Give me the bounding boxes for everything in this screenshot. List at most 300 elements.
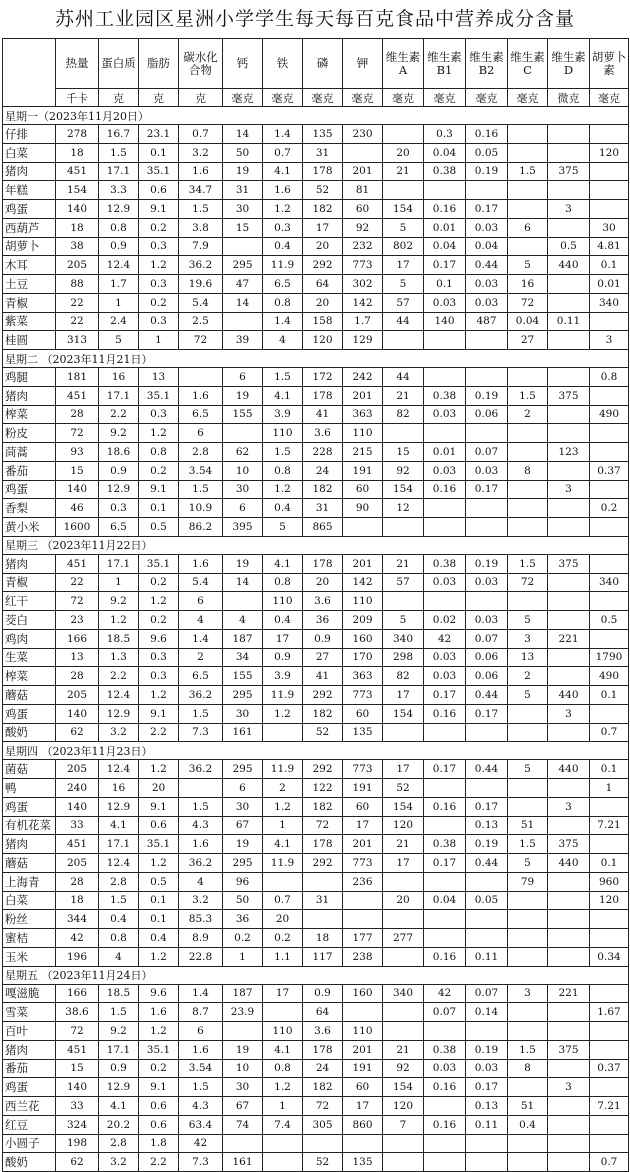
nutrient-value: 0.03 [466,461,508,480]
nutrient-value [179,368,223,387]
nutrient-value: 375 [548,386,590,405]
nutrient-value: 0.03 [424,405,466,424]
nutrient-value: 21 [383,835,424,854]
nutrient-value: 117 [303,947,343,966]
nutrient-value: 0.34 [590,947,629,966]
nutrient-value: 120 [590,891,629,910]
nutrient-value: 16.7 [99,125,139,144]
nutrient-value: 451 [56,162,99,181]
nutrient-value: 3.8 [179,218,223,237]
nutrient-value: 42 [179,1134,223,1153]
nutrient-value: 42 [424,984,466,1003]
nutrient-value: 52 [383,779,424,798]
nutrient-value: 3.9 [263,405,303,424]
nutrient-value: 4 [223,611,263,630]
nutrient-value [466,592,508,611]
nutrient-value: 292 [303,854,343,873]
nutrient-value: 0.17 [466,480,508,499]
nutrient-value: 238 [343,947,383,966]
nutrient-value [548,592,590,611]
nutrient-value: 232 [343,237,383,256]
nutrient-value: 0.05 [466,143,508,162]
nutrient-value: 0.8 [263,1059,303,1078]
nutrient-value: 440 [548,854,590,873]
nutrient-value: 18.6 [99,443,139,462]
nutrient-value [508,891,548,910]
nutrient-value: 0.2 [139,573,179,592]
nutrient-value: 1.5 [179,704,223,723]
nutrient-value [548,648,590,667]
nutrient-value: 7.9 [179,237,223,256]
nutrient-value [466,1134,508,1153]
food-name: 猪肉 [3,554,56,573]
nutrient-value: 19 [223,835,263,854]
nutrient-value: 0.44 [466,760,508,779]
food-name: 白菜 [3,891,56,910]
nutrient-value: 1.5 [99,891,139,910]
nutrient-value: 9.2 [99,424,139,443]
nutrient-value: 23 [56,611,99,630]
nutrient-value [548,143,590,162]
nutrient-value: 9.6 [139,984,179,1003]
nutrient-value: 440 [548,686,590,705]
nutrient-value: 1.7 [99,275,139,294]
nutrient-value: 0.1 [590,686,629,705]
nutrient-value [590,386,629,405]
nutrient-value: 5 [508,854,548,873]
nutrient-value: 19 [223,386,263,405]
table-row [3,779,629,798]
nutrient-value: 0.37 [590,461,629,480]
unit-cell: 毫克 [590,89,629,107]
nutrient-value: 0.17 [466,704,508,723]
nutrient-value: 0.11 [548,312,590,331]
column-header: 热量 [56,39,99,89]
unit-cell: 毫克 [223,89,263,107]
nutrient-value: 52 [303,181,343,200]
nutrient-value: 6.5 [99,518,139,537]
nutrient-value: 19 [223,162,263,181]
nutrient-value: 773 [343,760,383,779]
nutrient-value: 1.5 [263,368,303,387]
nutrient-value [548,331,590,350]
food-name: 蘑菇 [3,686,56,705]
nutrient-value: 1.5 [99,1003,139,1022]
nutrient-value: 182 [303,704,343,723]
nutrient-value: 42 [424,629,466,648]
food-name: 红干 [3,592,56,611]
nutrient-value: 4.1 [263,386,303,405]
nutrient-value: 3.6 [303,1022,343,1041]
nutrient-value: 3.54 [179,461,223,480]
nutrient-value [343,891,383,910]
nutrient-value: 166 [56,984,99,1003]
nutrient-value [343,143,383,162]
nutrient-value: 0.17 [424,686,466,705]
nutrient-value: 4.81 [590,237,629,256]
nutrient-value [548,910,590,929]
nutrient-value: 1.6 [179,554,223,573]
nutrient-value: 72 [56,424,99,443]
nutrient-value [548,1003,590,1022]
nutrient-value: 0.19 [466,835,508,854]
nutrient-value: 0.7 [263,143,303,162]
nutrient-value: 0.2 [139,1059,179,1078]
nutrient-value [548,1153,590,1172]
nutrient-value [383,125,424,144]
food-name: 番茄 [3,1059,56,1078]
nutrient-value: 295 [223,686,263,705]
nutrient-value: 0.9 [303,629,343,648]
nutrient-value [590,200,629,219]
nutrient-value [548,891,590,910]
nutrient-value: 0.9 [99,237,139,256]
nutrient-value: 17 [343,816,383,835]
nutrient-value: 140 [56,704,99,723]
nutrient-value: 0.16 [424,947,466,966]
nutrient-value: 22.8 [179,947,223,966]
nutrient-value: 0.8 [263,461,303,480]
nutrient-value: 0.2 [263,929,303,948]
nutrient-value: 0.03 [466,611,508,630]
table-row [3,704,629,723]
table-row [3,331,629,350]
nutrient-value [590,162,629,181]
nutrient-value: 14 [223,573,263,592]
table-row [3,237,629,256]
food-name: 白菜 [3,143,56,162]
nutrient-value: 24 [303,1059,343,1078]
nutrient-value [223,1022,263,1041]
nutrient-value: 142 [343,573,383,592]
nutrient-value: 0.5 [548,237,590,256]
table-row [3,1134,629,1153]
nutrient-value: 38 [56,237,99,256]
nutrient-value: 7.3 [179,723,223,742]
nutrient-value: 0.05 [466,891,508,910]
nutrient-value: 20 [139,779,179,798]
table-row [3,573,629,592]
table-row [3,835,629,854]
food-name: 西兰花 [3,1097,56,1116]
nutrient-value: 277 [383,929,424,948]
nutrient-value [548,611,590,630]
nutrient-value [383,424,424,443]
nutrient-value: 36.2 [179,760,223,779]
nutrient-value: 17.1 [99,1040,139,1059]
nutrient-value: 12.9 [99,797,139,816]
nutrient-value [303,910,343,929]
food-name: 雪菜 [3,1003,56,1022]
nutrient-value [508,929,548,948]
nutrient-value: 22 [56,573,99,592]
food-name: 猪肉 [3,835,56,854]
nutrient-value: 11.9 [263,686,303,705]
nutrient-value [383,592,424,611]
nutrient-value: 6 [508,218,548,237]
food-name: 番茄 [3,461,56,480]
food-name: 鸡蛋 [3,1078,56,1097]
nutrient-value: 3.2 [179,143,223,162]
nutrient-value [508,592,548,611]
nutrient-value: 178 [303,554,343,573]
nutrient-value: 9.2 [99,592,139,611]
nutrient-value: 135 [303,125,343,144]
nutrient-value: 110 [343,592,383,611]
nutrient-value: 5 [383,611,424,630]
nutrient-value: 4.1 [99,816,139,835]
nutrient-value: 0.16 [424,1115,466,1134]
nutrient-value: 0.19 [466,162,508,181]
nutrient-value: 38.6 [56,1003,99,1022]
nutrient-value: 1.2 [263,704,303,723]
nutrient-value: 35.1 [139,835,179,854]
nutrient-value: 802 [383,237,424,256]
nutrient-value: 2 [508,667,548,686]
day-header-row [3,536,629,554]
unit-cell: 微克 [548,89,590,107]
table-row [3,723,629,742]
nutrient-value: 7.21 [590,1097,629,1116]
nutrient-value: 0.6 [139,1097,179,1116]
nutrient-value [223,592,263,611]
nutrient-value: 62 [56,1153,99,1172]
nutrient-value: 10.9 [179,499,223,518]
food-name: 小圆子 [3,1134,56,1153]
nutrient-value: 82 [383,405,424,424]
nutrient-value: 2.4 [99,312,139,331]
nutrient-value: 11.9 [263,256,303,275]
food-name: 百叶 [3,1022,56,1041]
table-row [3,461,629,480]
nutrient-value: 120 [590,143,629,162]
table-row [3,1003,629,1022]
nutrient-value [223,312,263,331]
nutrient-value: 278 [56,125,99,144]
nutrient-value: 1.5 [508,1040,548,1059]
nutrient-value: 0.07 [466,629,508,648]
nutrient-value [508,723,548,742]
nutrient-value: 6 [179,592,223,611]
nutrient-value: 0.1 [139,143,179,162]
nutrient-value: 0.03 [466,573,508,592]
nutrient-value: 17 [383,854,424,873]
nutrient-value: 110 [343,1022,383,1041]
day-header-row [3,350,629,368]
nutrient-value: 3 [590,331,629,350]
nutrient-value: 191 [343,461,383,480]
nutrient-value [508,1022,548,1041]
nutrient-value: 72 [303,816,343,835]
nutrient-value [548,125,590,144]
nutrient-value [590,910,629,929]
nutrient-value: 0.8 [263,293,303,312]
nutrient-value: 0.38 [424,554,466,573]
nutrient-value: 72 [179,331,223,350]
nutrient-value: 295 [223,854,263,873]
nutrient-value: 27 [508,331,548,350]
nutrient-value: 13 [508,648,548,667]
nutrient-value: 39 [223,331,263,350]
nutrient-value: 1.8 [139,1134,179,1153]
nutrient-value: 0.7 [590,723,629,742]
nutrient-value: 3.2 [99,723,139,742]
nutrient-value: 62 [223,443,263,462]
nutrient-value: 5 [508,256,548,275]
nutrient-value: 35.1 [139,386,179,405]
table-row [3,256,629,275]
nutrient-value: 20 [383,143,424,162]
nutrient-value [383,181,424,200]
table-row [3,1040,629,1059]
nutrient-value: 92 [383,461,424,480]
nutrient-value: 41 [303,405,343,424]
nutrient-value [424,1153,466,1172]
nutrient-value [263,1153,303,1172]
nutrient-value [263,1003,303,1022]
nutrient-value [223,1134,263,1153]
nutrient-value: 4 [263,331,303,350]
food-name: 木耳 [3,256,56,275]
nutrient-value: 0.1 [139,891,179,910]
nutrient-value: 123 [548,443,590,462]
nutrient-value [343,1003,383,1022]
nutrient-value: 0.1 [139,910,179,929]
nutrient-value [466,181,508,200]
nutrient-value: 0.38 [424,1040,466,1059]
nutrient-value [548,872,590,891]
nutrient-value: 0.1 [590,256,629,275]
nutrient-value: 1.2 [139,854,179,873]
nutrient-value [548,1059,590,1078]
nutrient-value: 0.04 [508,312,548,331]
table-row [3,405,629,424]
nutrient-value: 52 [303,1153,343,1172]
nutrient-value [424,1134,466,1153]
nutrient-value: 0.44 [466,256,508,275]
nutrient-value: 4.1 [263,1040,303,1059]
nutrient-value: 0.9 [99,1059,139,1078]
nutrient-value: 96 [223,872,263,891]
nutrient-value: 191 [343,779,383,798]
nutrient-value: 187 [223,629,263,648]
nutrient-value [548,1022,590,1041]
nutrient-value: 12.4 [99,256,139,275]
table-row [3,143,629,162]
table-row [3,648,629,667]
nutrient-value [508,779,548,798]
nutrient-value: 0.04 [424,237,466,256]
food-name: 嘎滋脆 [3,984,56,1003]
nutrient-value: 440 [548,256,590,275]
nutrient-value [590,518,629,537]
nutrient-value: 1 [263,816,303,835]
nutrient-value [466,910,508,929]
nutrient-value: 17 [343,1097,383,1116]
table-row [3,443,629,462]
nutrient-value: 340 [590,293,629,312]
nutrient-value: 9.1 [139,480,179,499]
nutrient-value: 2.2 [99,405,139,424]
nutrient-value: 2.2 [139,723,179,742]
nutrient-value: 4.3 [179,1097,223,1116]
nutrient-value: 0.4 [508,1115,548,1134]
nutrient-value: 5 [508,686,548,705]
nutrient-value: 140 [56,797,99,816]
nutrient-value [508,910,548,929]
nutrient-value: 490 [590,405,629,424]
nutrient-value: 7.21 [590,816,629,835]
nutrient-value [466,518,508,537]
food-name: 酸奶 [3,1153,56,1172]
nutrient-value: 60 [343,1078,383,1097]
nutrient-value: 0.17 [466,1078,508,1097]
nutrient-value: 221 [548,629,590,648]
nutrient-value: 773 [343,854,383,873]
nutrient-value: 51 [508,816,548,835]
nutrient-value [508,237,548,256]
nutrient-value: 23.1 [139,125,179,144]
food-name: 玉米 [3,947,56,966]
nutrient-value: 3.2 [179,891,223,910]
nutrient-value: 60 [343,704,383,723]
nutrient-value: 0.17 [466,200,508,219]
nutrient-value [548,667,590,686]
nutrient-value: 20 [303,573,343,592]
nutrient-value: 88 [56,275,99,294]
nutrient-value: 51 [508,1097,548,1116]
nutrient-value [548,218,590,237]
nutrient-value: 0.07 [466,984,508,1003]
nutrient-value: 1.2 [263,797,303,816]
nutrient-value: 154 [383,1078,424,1097]
food-name: 鸡蛋 [3,797,56,816]
nutrient-value: 9.1 [139,1078,179,1097]
table-row [3,1097,629,1116]
nutrient-value: 0.11 [466,1115,508,1134]
nutrient-value: 0.8 [263,573,303,592]
day-header-row [3,742,629,760]
nutrient-value: 0.1 [590,854,629,873]
column-header: 维生素C [508,39,548,89]
nutrient-value: 0.01 [424,443,466,462]
nutrient-value: 20.2 [99,1115,139,1134]
column-header: 碳水化合物 [179,39,223,89]
nutrient-value: 17.1 [99,835,139,854]
nutrient-value: 30 [223,1078,263,1097]
nutrient-value: 18 [56,218,99,237]
nutrient-value: 0.2 [139,611,179,630]
nutrient-value: 15 [56,1059,99,1078]
nutrient-value: 36.2 [179,854,223,873]
nutrient-value [383,331,424,350]
nutrient-value: 34.7 [179,181,223,200]
nutrient-value: 60 [343,480,383,499]
nutrient-value: 120 [303,331,343,350]
nutrient-value: 1.6 [179,386,223,405]
nutrient-value: 1.5 [99,143,139,162]
nutrient-value: 242 [343,368,383,387]
nutrient-value [424,723,466,742]
nutrient-value: 110 [343,424,383,443]
nutrient-value [548,929,590,948]
nutrient-value: 0.4 [263,237,303,256]
nutrient-value: 5 [508,611,548,630]
nutrient-value: 154 [383,200,424,219]
nutrient-value: 0.06 [466,405,508,424]
nutrient-value: 14 [223,293,263,312]
nutrient-value: 298 [383,648,424,667]
